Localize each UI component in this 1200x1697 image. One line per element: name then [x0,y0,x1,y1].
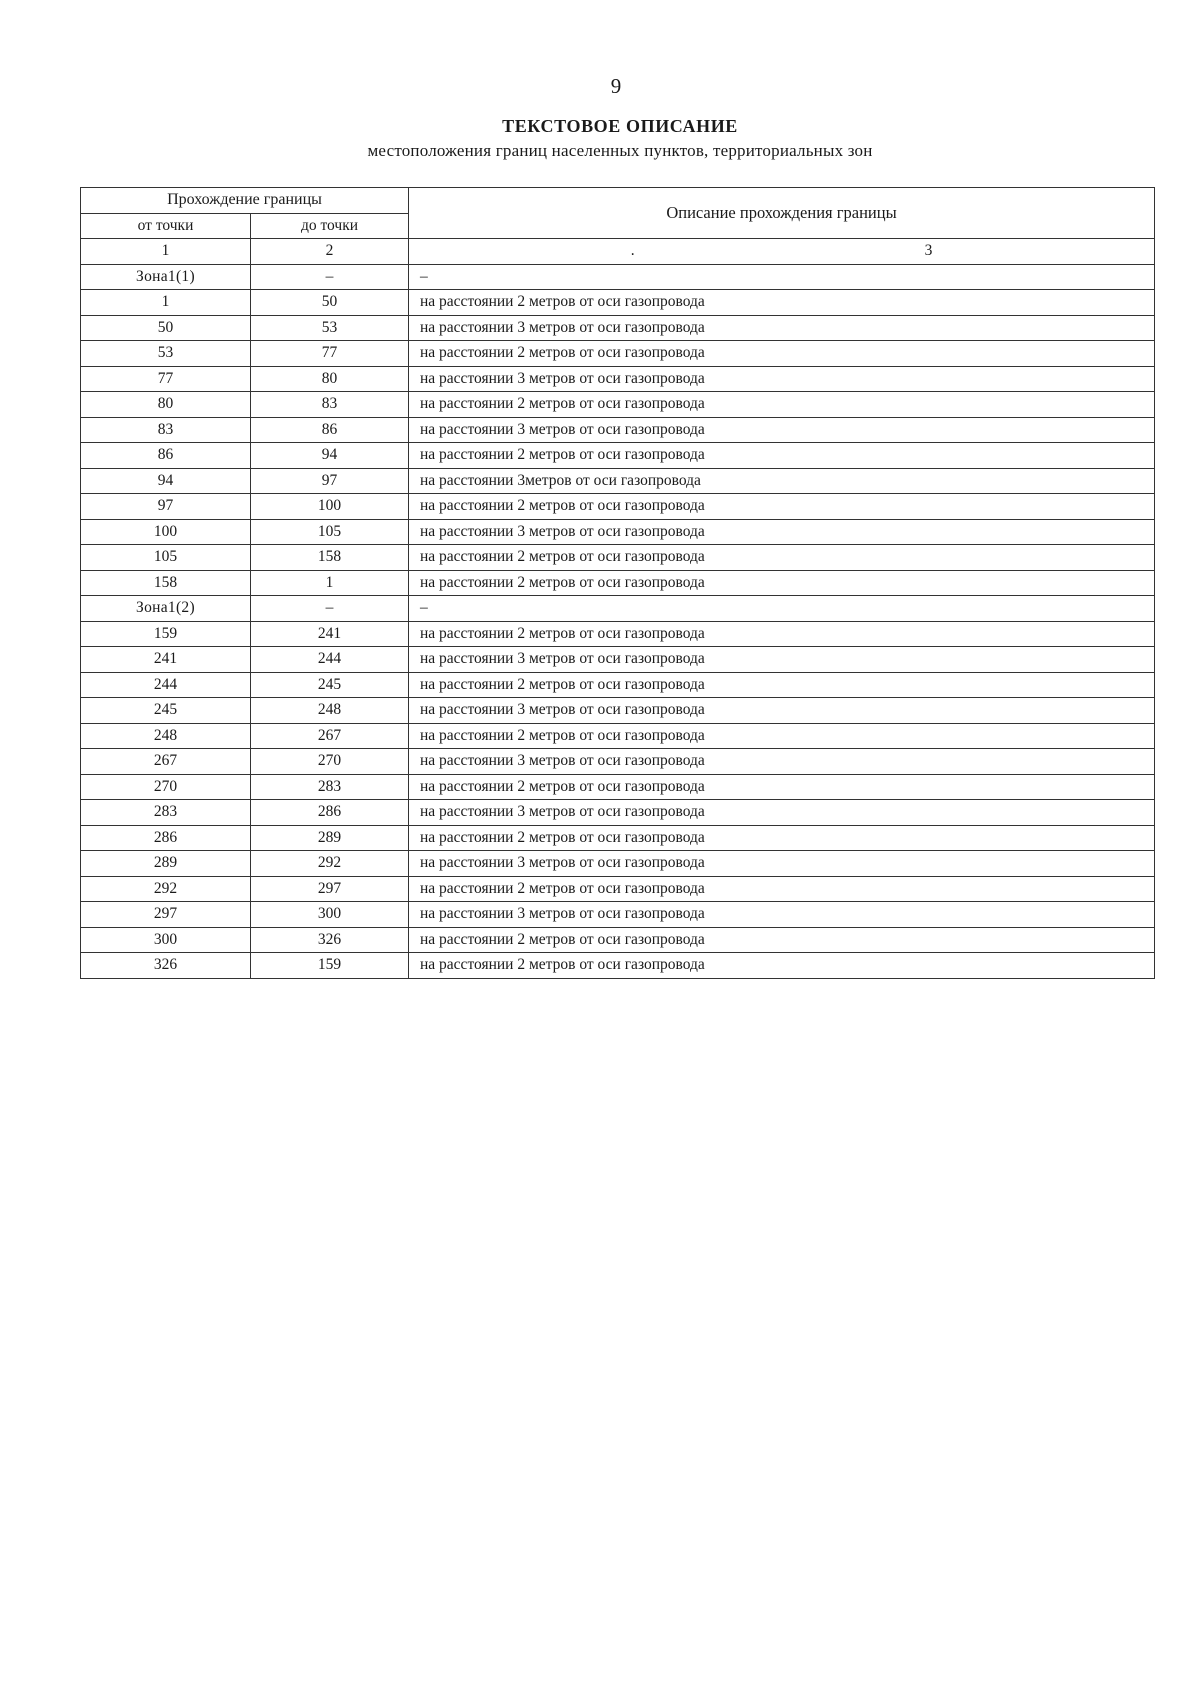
description-cell: на расстоянии 2 метров от оси газопровода [409,545,1155,571]
description-cell: на расстоянии 3 метров от оси газопровода [409,698,1155,724]
to-point-cell: 267 [251,723,409,749]
to-point-cell: 80 [251,366,409,392]
description-cell: на расстоянии 2 метров от оси газопровода [409,953,1155,979]
zone-label-cell: Зона1(2) [81,596,251,622]
description-cell: на расстоянии 2 метров от оси газопровода [409,723,1155,749]
to-point-cell: 100 [251,494,409,520]
to-point-cell: 1 [251,570,409,596]
description-cell: на расстоянии 2 метров от оси газопровода [409,290,1155,316]
description-cell: на расстоянии 3 метров от оси газопровода [409,800,1155,826]
table-row [81,851,1155,877]
description-cell: на расстоянии 3 метров от оси газопровода [409,647,1155,673]
column-number-3: 3 [924,242,933,260]
from-point-cell: 50 [81,315,251,341]
from-point-cell: 292 [81,876,251,902]
description-cell: на расстоянии 2 метров от оси газопровода [409,621,1155,647]
column-number-2: 2 [251,239,409,265]
from-point-cell: 297 [81,902,251,928]
header-description: Описание прохождения границы [409,188,1155,239]
from-point-cell: 244 [81,672,251,698]
table-row [81,519,1155,545]
from-point-cell: 1 [81,290,251,316]
from-point-cell: 326 [81,953,251,979]
description-cell: на расстоянии 2 метров от оси газопровода [409,392,1155,418]
from-point-cell: 267 [81,749,251,775]
from-point-cell: 80 [81,392,251,418]
to-point-cell: 97 [251,468,409,494]
description-cell: на расстоянии 2 метров от оси газопровода [409,494,1155,520]
to-point-cell: 326 [251,927,409,953]
to-point-cell: 159 [251,953,409,979]
table-row [81,902,1155,928]
description-cell: на расстоянии 3 метров от оси газопровода [409,749,1155,775]
from-point-cell: 77 [81,366,251,392]
table-row [81,825,1155,851]
table-row [81,392,1155,418]
to-point-cell: 300 [251,902,409,928]
column-number-row [81,239,1155,265]
description-cell: на расстоянии 3 метров от оси газопровода [409,315,1155,341]
column-number-mark: . [630,242,635,260]
to-point-cell: 289 [251,825,409,851]
description-cell: на расстоянии 3 метров от оси газопровода [409,417,1155,443]
from-point-cell: 245 [81,698,251,724]
description-cell: на расстоянии 3 метров от оси газопровода [409,902,1155,928]
from-point-cell: 286 [81,825,251,851]
table-row [81,545,1155,571]
table-row [81,647,1155,673]
description-cell: на расстоянии 2 метров от оси газопровода [409,825,1155,851]
table-row [81,570,1155,596]
table-row [81,698,1155,724]
from-point-cell: 241 [81,647,251,673]
description-cell: на расстоянии 3 метров от оси газопровода [409,851,1155,877]
document-title: ТЕКСТОВОЕ ОПИСАНИЕ [502,116,738,136]
header-to-point: до точки [251,213,409,239]
to-point-cell: 297 [251,876,409,902]
from-point-cell: 100 [81,519,251,545]
description-cell: на расстоянии 3 метров от оси газопровода [409,366,1155,392]
from-point-cell: 158 [81,570,251,596]
zone-label-cell: Зона1(1) [81,264,251,290]
from-point-cell: 97 [81,494,251,520]
description-cell: – [409,264,1155,290]
table-row [81,749,1155,775]
table-row [81,315,1155,341]
description-cell: на расстоянии 2 метров от оси газопровода [409,570,1155,596]
to-point-cell: – [251,596,409,622]
column-number-3-cell [409,239,1155,265]
from-point-cell: 300 [81,927,251,953]
to-point-cell: 245 [251,672,409,698]
header-boundary-passage: Прохождение границы [81,188,409,214]
table-row [81,927,1155,953]
table-row [81,596,1155,622]
to-point-cell: 286 [251,800,409,826]
from-point-cell: 248 [81,723,251,749]
column-number-1: 1 [81,239,251,265]
to-point-cell: 77 [251,341,409,367]
from-point-cell: 53 [81,341,251,367]
description-cell: на расстоянии 2 метров от оси газопровода [409,341,1155,367]
table-row [81,876,1155,902]
table-row [81,468,1155,494]
from-point-cell: 289 [81,851,251,877]
table-row [81,264,1155,290]
description-cell: на расстоянии 2 метров от оси газопровода [409,443,1155,469]
from-point-cell: 86 [81,443,251,469]
from-point-cell: 270 [81,774,251,800]
table-body [81,264,1155,978]
description-cell: – [409,596,1155,622]
description-cell: на расстоянии 3 метров от оси газопровода [409,519,1155,545]
description-cell: на расстоянии 2 метров от оси газопровода [409,876,1155,902]
table-row [81,366,1155,392]
table-row [81,672,1155,698]
to-point-cell: 283 [251,774,409,800]
table-row [81,621,1155,647]
to-point-cell: 248 [251,698,409,724]
document-subtitle: местоположения границ населенных пунктов, территориальных зон [367,141,873,160]
to-point-cell: 94 [251,443,409,469]
table-row [81,774,1155,800]
to-point-cell: 50 [251,290,409,316]
table-row [81,953,1155,979]
table-row [81,723,1155,749]
header-row-group [81,188,1155,214]
table-row [81,290,1155,316]
table-row [81,494,1155,520]
to-point-cell: – [251,264,409,290]
table-row [81,417,1155,443]
to-point-cell: 158 [251,545,409,571]
description-cell: на расстоянии 2 метров от оси газопровода [409,672,1155,698]
from-point-cell: 94 [81,468,251,494]
header-from-point: от точки [81,213,251,239]
to-point-cell: 86 [251,417,409,443]
to-point-cell: 53 [251,315,409,341]
from-point-cell: 283 [81,800,251,826]
table-header [81,188,1155,265]
to-point-cell: 270 [251,749,409,775]
description-cell: на расстоянии 2 метров от оси газопровода [409,927,1155,953]
description-cell: на расстоянии 2 метров от оси газопровода [409,774,1155,800]
boundary-table [80,187,1155,979]
table-row [81,443,1155,469]
from-point-cell: 159 [81,621,251,647]
page-number: 9 [610,74,622,98]
to-point-cell: 244 [251,647,409,673]
table-row [81,341,1155,367]
from-point-cell: 105 [81,545,251,571]
to-point-cell: 83 [251,392,409,418]
to-point-cell: 105 [251,519,409,545]
description-cell: на расстоянии 3метров от оси газопровода [409,468,1155,494]
from-point-cell: 83 [81,417,251,443]
to-point-cell: 292 [251,851,409,877]
table-row [81,800,1155,826]
to-point-cell: 241 [251,621,409,647]
